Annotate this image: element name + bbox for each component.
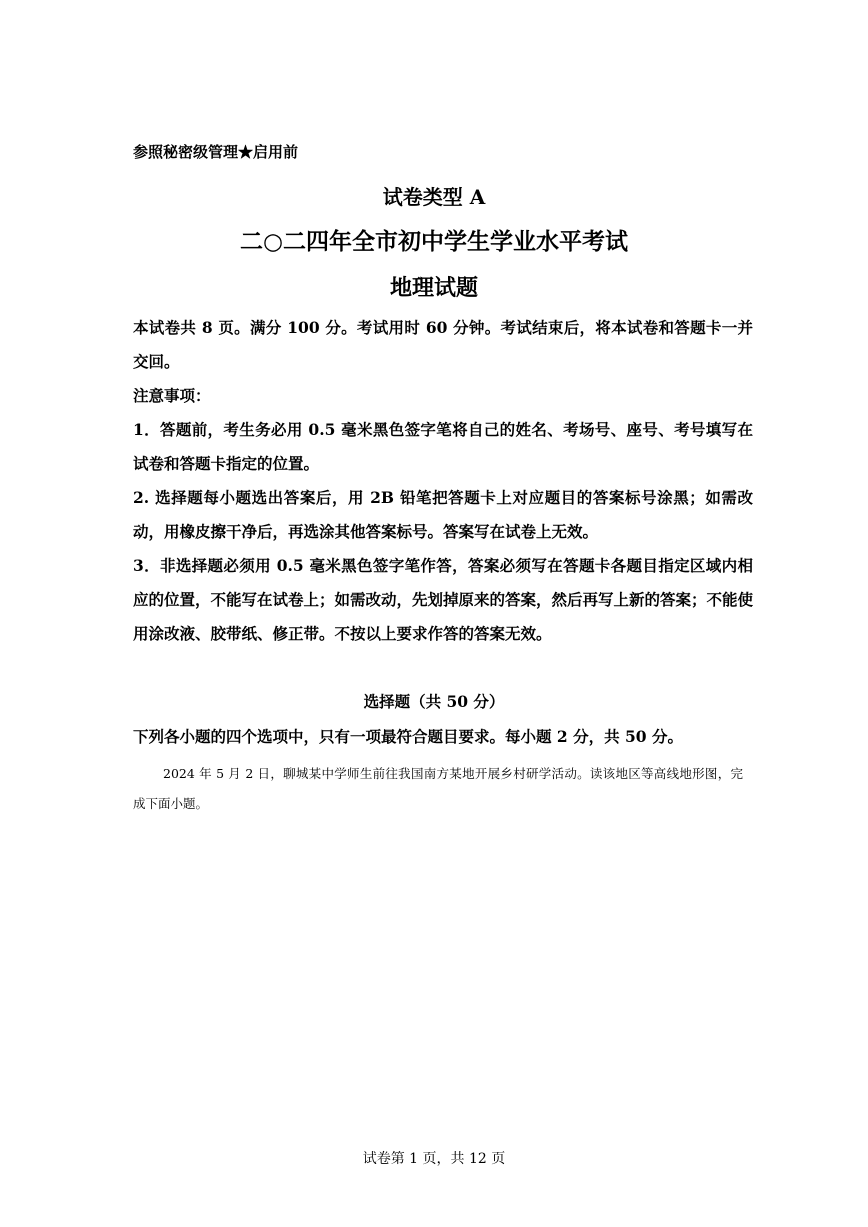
- exam-intro: [133, 311, 753, 379]
- exam-title: 二○二四年全市初中学生学业水平考试: [239, 228, 629, 255]
- paper-type-title: 试卷类型 A: [382, 185, 486, 209]
- secrecy-label: 参照秘密级管理★启用前: [133, 143, 299, 161]
- notice-item-1: [133, 413, 753, 481]
- notice-item-2: [133, 481, 753, 549]
- page-footer: 试卷第 1 页，共 12 页: [362, 1151, 506, 1167]
- notice-heading: 注意事项：: [133, 386, 211, 405]
- question-intro: 2024 年 5 月 2 日，聊城某中学师生前往我国南方某地开展乡村研学活动。读该地区等高线地形图，完成下面小题。: [133, 766, 743, 811]
- notice-item-3: [133, 549, 753, 651]
- section-description: 下列各小题的四个选项中，只有一项最符合题目要求。每小题 2 分，共 50 分。: [133, 727, 683, 746]
- subject-title: 地理试题: [389, 275, 478, 301]
- section-title: 选择题（共 50 分）: [363, 692, 505, 711]
- notice-item-text: 3．非选择题必须用 0.5 毫米黑色签字笔作答，答案必须写在答题卡各题目指定区域内相应的位置，不能写在试卷上；如需改动，先划掉原来的答案，然后再写上新的答案；不能使用涂改液、胶带纸、修正带。不按以上要求作答的答案无效。: [133, 556, 754, 643]
- notice-item-text: 2. 选择题每小题选出答案后，用 2B 铅笔把答题卡上对应题目的答案标号涂黑；如需改动，用橡皮擦干净后，再选涂其他答案标号。答案写在试卷上无效。: [133, 488, 753, 541]
- intro-text: 本试卷共 8 页。满分 100 分。考试用时 60 分钟。考试结束后，将本试卷和答题卡一并交回。: [133, 318, 753, 371]
- notice-item-text: 1．答题前，考生务必用 0.5 毫米黑色签字笔将自己的姓名、考场号、座号、考号填写在试卷和答题卡指定的位置。: [133, 420, 753, 473]
- notice-heading-block: [133, 379, 753, 413]
